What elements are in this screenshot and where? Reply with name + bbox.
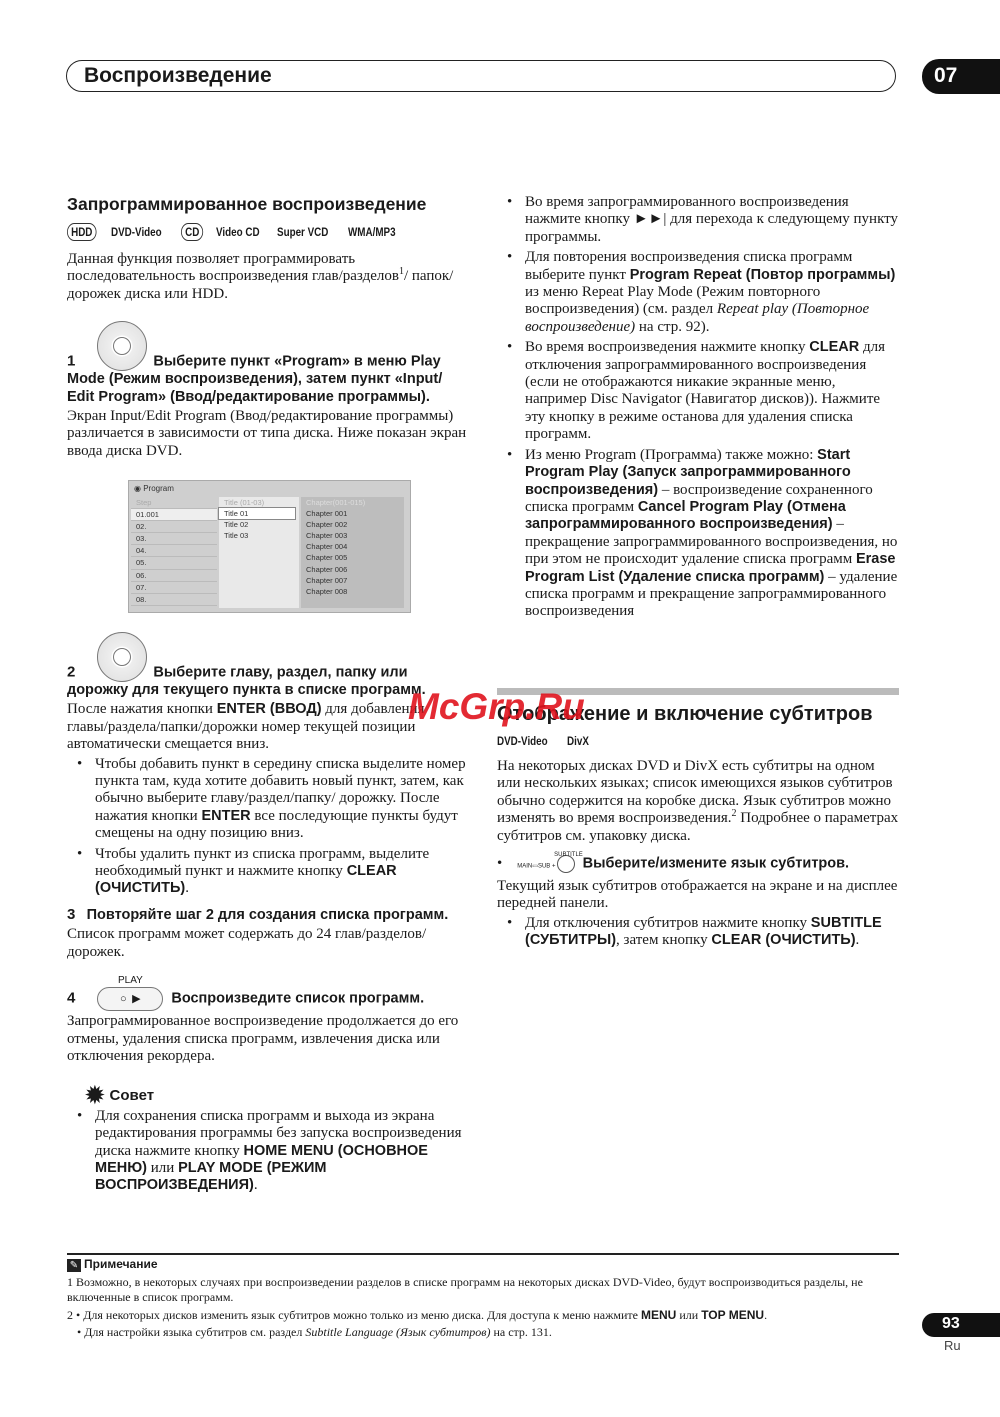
list-row[interactable]: 03. (131, 533, 217, 545)
tip-box (67, 1081, 469, 1194)
step-instruction: Выберите пункт «Program» в меню Play Mode (Режим воспроизведения), затем пункт «Input/ Edit Program» (Ввод/редактирование программы). (67, 353, 443, 405)
step-instruction: Воспроизведите список программ. (171, 990, 425, 1007)
bullet-item: • Чтобы удалить пункт из списка программ, выделите необходимый пункт и нажмите кнопку CLEAR (ОЧИСТИТЬ). (67, 846, 469, 898)
format-badge: DVD-Video (111, 225, 162, 239)
subtitles-section (497, 703, 899, 953)
joystick-enter-icon (97, 321, 147, 371)
intro-text: На некоторых дисках DVD и DivX есть субтитры на одном или нескольких языках; список имеющихся языков субтитров обычно содержится на коробке диска. Язык субтитров можно изменять во время воспроизведения.$^2$ Подробнее о параметрах субтитров см. упаковку диска. (497, 758, 899, 844)
screen-title: ◉ Program (134, 484, 174, 493)
list-row[interactable]: 07. (131, 582, 217, 594)
right-column (497, 194, 899, 624)
bullet-item: • Из меню Program (Программа) также можно: Start Program Play (Запуск запрограммированного воспроизведения) – воспроизведение сохраненного списка программ Cancel Program Play (Отмена запрограммированного воспроизведения) – прекращение запрограммированного воспроизведения, но при этом не происходит удаление списка программ Erase Program List (Удаление списка программ) – удаление списка программ и прекращение запрограммированного воспроизведения (497, 447, 899, 621)
list-row[interactable]: 06. (131, 570, 217, 582)
list-row[interactable]: Chapter 001 (306, 509, 348, 519)
step-1 (67, 321, 469, 460)
step-3 (67, 906, 469, 961)
list-row[interactable]: Title 01 (219, 508, 295, 519)
format-badge: HDD (67, 223, 97, 241)
program-screen (128, 480, 411, 613)
page-number: 93 (922, 1313, 1000, 1337)
tip-gear-icon: ✹ (84, 1081, 106, 1111)
bullet-item: • Во время запрограммированного воспроизведения нажмите кнопку ►►| для перехода к следующему пункту программы. (497, 194, 899, 246)
step-instruction: Выберите главу, раздел, папку или дорожку для текущего пункта в списке программ. (67, 664, 426, 698)
list-row[interactable]: Chapter 008 (306, 586, 348, 596)
main-sub-button-icon: MAIN▭SUB + (517, 863, 558, 870)
step-number: 1 (67, 352, 76, 370)
list-row[interactable]: Title 03 (224, 531, 249, 541)
subtitle-step: • MAIN▭SUB + SUBTITLE Выберите/измените язык субтитров. Текущий язык субтитров отображается на экране и на дисплее передней панели. • Для отключения субтитров нажмите кнопку SUBTITLE (СУБТИТРЫ), затем кнопку CLEAR (ОЧИСТИТЬ). (497, 855, 899, 949)
format-badge: CD (181, 223, 203, 241)
notes-section (67, 1257, 907, 1343)
format-badges (497, 734, 899, 748)
left-column (67, 194, 469, 462)
pencil-icon: ✎ (67, 1259, 81, 1272)
format-badge: Super VCD (277, 225, 329, 239)
list-row[interactable]: 02. (131, 521, 217, 533)
list-row[interactable]: Chapter 003 (306, 531, 348, 541)
bullet-item: • Во время воспроизведения нажмите кнопку CLEAR для отключения запрограммированного воспроизведения (если не отображаются никакие экранные меню, например Disc Navigator (Навигатор дисков)). Нажмите эту кнопку в режиме останова для удаления списка программ. (497, 339, 899, 443)
step-2 (67, 632, 469, 898)
step-header: Step (131, 497, 217, 509)
list-row[interactable]: Chapter 002 (306, 520, 348, 530)
list-row[interactable]: 08. (131, 594, 217, 606)
footnote-2b: • Для настройки языка субтитров см. раздел Subtitle Language (Язык субтитров) на стр. 131. (77, 1325, 552, 1339)
section-title: Воспроизведение (84, 64, 272, 87)
step-number: 3 (67, 905, 76, 923)
step-text: Текущий язык субтитров отображается на экране и на дисплее передней панели. (497, 877, 898, 912)
play-label: PLAY (118, 975, 143, 987)
list-row[interactable]: Chapter 006 (306, 564, 348, 574)
notes-title: Примечание (84, 1257, 158, 1271)
list-row[interactable]: 04. (131, 545, 217, 557)
subtitle-button-icon: SUBTITLE (557, 855, 575, 873)
chapter-header: Chapter(001-015) (306, 498, 366, 507)
list-row[interactable]: 01.001 (131, 509, 217, 521)
section-header (66, 60, 896, 92)
step-number: 2 (67, 663, 76, 681)
step-number: 4 (67, 989, 76, 1007)
step-4 (67, 975, 469, 1065)
step-text: Запрограммированное воспроизведение продолжается до его отмены, удаления списка программ, извлечения диска или отключения рекордера. (67, 1013, 459, 1064)
tip-title: Совет (109, 1087, 155, 1105)
step-text: Экран Input/Edit Program (Ввод/редактирование программы) различается в зависимости от типа диска. Ниже показан экран ввода диска DVD. (67, 408, 467, 459)
step-text: После нажатия кнопки ENTER (ВВОД) для добавления главы/раздела/папки/дорожки номер текущей позиции автоматически смещается вниз. (67, 701, 425, 753)
title-header: Title (01-03) (224, 498, 265, 507)
step-text: Список программ может содержать до 24 глав/разделов/ дорожек. (67, 926, 427, 960)
footnote-2a: 2 • Для некоторых дисков изменить язык субтитров можно только из меню диска. Для доступа к меню нажмите MENU или TOP MENU. (67, 1307, 768, 1322)
watermark-logo: McGrp.Ru (408, 686, 585, 727)
list-row[interactable]: Chapter 005 (306, 553, 348, 563)
bullet-item: • Для повторения воспроизведения списка программ выберите пункт Program Repeat (Повтор программы) из меню Repeat Play Mode (Режим повторного воспроизведения) (см. раздел Repeat play (Повторное воспроизведение) на стр. 92). (497, 249, 899, 336)
play-button-icon: ○ ▶ (97, 987, 163, 1011)
format-badge: DVD-Video (497, 734, 548, 748)
format-badge: Video CD (216, 225, 260, 239)
list-row[interactable]: Chapter 007 (306, 575, 348, 585)
bullet-item: • Чтобы добавить пункт в середину списка выделите номер пункта там, куда хотите добавить новый пункт, затем, как обычно выберите главу/раздел/папку/ дорожку. После нажатия кнопки ENTER все последующие пункты будут смещены на одну позицию вниз. (67, 756, 469, 843)
joystick-enter-icon (97, 632, 147, 682)
list-row[interactable]: Chapter 004 (306, 542, 348, 552)
chapter-list (301, 497, 404, 608)
heading-program-playback: Запрограммированное воспроизведение (67, 194, 427, 214)
list-row[interactable]: 05. (131, 557, 217, 569)
footnote-1: 1 Возможно, в некоторых случаях при воспроизведении разделов в списке программ на некоторых дисках DVD-Video, будут воспроизводиться разделы, не включенные в список программ. (67, 1274, 863, 1304)
tip-text: • Для сохранения списка программ и выхода из экрана редактирования программы без запуска воспроизведения диска нажмите кнопку HOME MENU (ОСНОВНОЕ МЕНЮ) или PLAY MODE (РЕЖИМ ВОСПРОИЗВЕДЕНИЯ). (67, 1108, 469, 1195)
heading-subtitles: Отображение и включение субтитров (497, 703, 873, 725)
list-row[interactable]: Title 02 (224, 520, 249, 530)
title-list (219, 497, 299, 608)
chapter-tab: 07 (922, 59, 1000, 94)
format-badge: DivX (566, 734, 589, 748)
bullet-item: • Для отключения субтитров нажмите кнопку SUBTITLE (СУБТИТРЫ), затем кнопку CLEAR (ОЧИСТИТЬ). (497, 915, 899, 950)
step-list (131, 497, 217, 608)
format-badges (67, 223, 469, 241)
step-instruction: Выберите/измените язык субтитров. (582, 855, 850, 872)
step-instruction: Повторяйте шаг 2 для создания списка программ. (86, 906, 449, 923)
note-divider (67, 1253, 899, 1255)
format-badge: WMA/MP3 (347, 225, 396, 239)
language-code: Ru (944, 1338, 961, 1353)
intro-text: Данная функция позволяет программировать последовательность воспроизведения глав/разделов$^1$/ папок/дорожек диска или HDD. (67, 251, 454, 302)
